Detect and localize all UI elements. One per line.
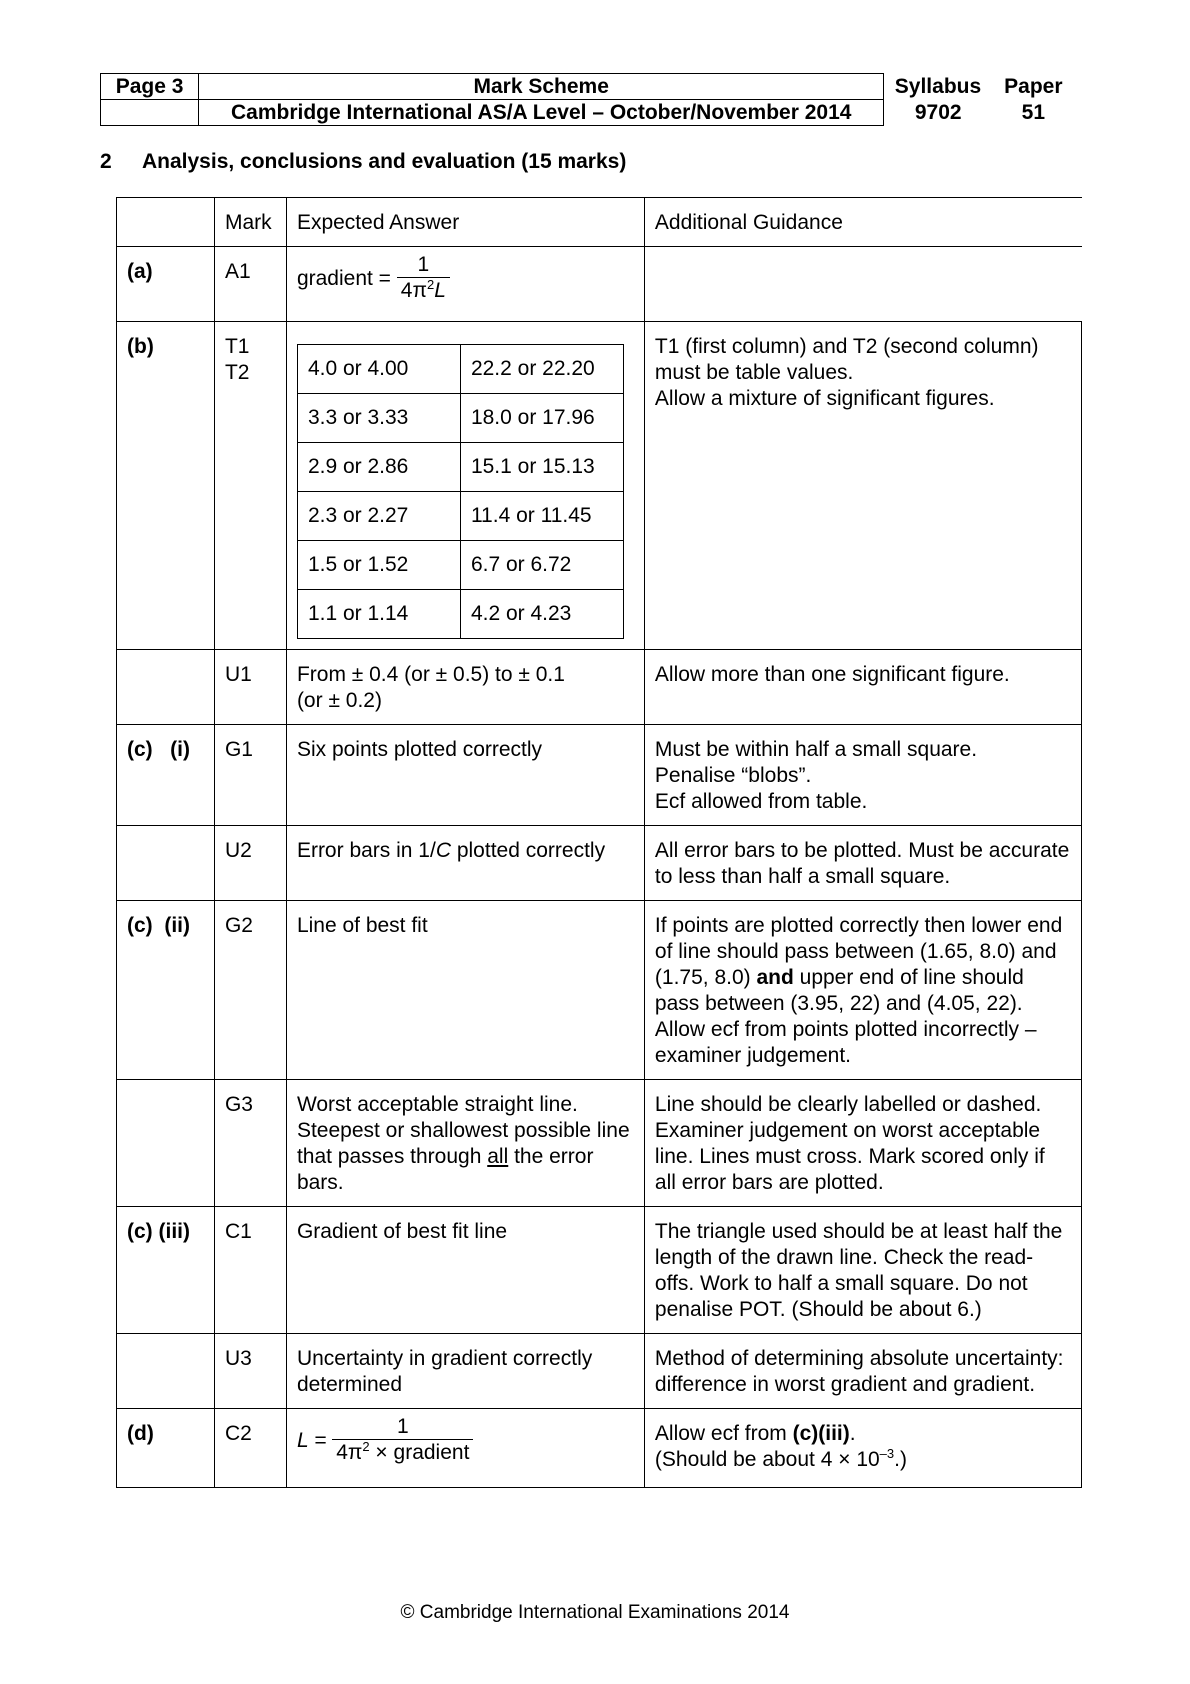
values-row (297, 345, 623, 394)
header-title: Mark Scheme (199, 74, 884, 100)
expected-answer: Six points plotted correctly (286, 725, 644, 826)
values-row (297, 541, 623, 590)
expected-answer: Line of best fit (286, 901, 644, 1080)
additional-guidance: All error bars to be plotted. Must be accurate to less than half a small square. (644, 826, 1081, 901)
table-row (117, 1207, 1082, 1334)
answer-text: the error bars. (296, 1145, 594, 1194)
page-number: Page 3 (101, 74, 199, 100)
syllabus-label: Syllabus (894, 75, 982, 98)
guidance-text: (Should be about 4 × 10 (654, 1448, 880, 1471)
t1-value: 1.5 or 1.52 (297, 541, 460, 590)
additional-guidance: Method of determining absolute uncertainty: difference in worst gradient and gradient. (644, 1334, 1081, 1409)
denominator-exponent: 2 (362, 1439, 370, 1454)
question-label: (b) (117, 322, 215, 650)
mark-code: T1 T2 (214, 322, 286, 650)
guidance-exponent: –3 (879, 1446, 895, 1461)
additional-guidance (644, 901, 1081, 1080)
mark-code: C2 (214, 1409, 286, 1488)
question-label (117, 1334, 215, 1409)
header-question-cell (117, 198, 215, 247)
gradient-label: gradient = (296, 266, 391, 290)
table-row (117, 247, 1082, 322)
mark-code: A1 (214, 247, 286, 322)
question-label: (c) (i) (117, 725, 215, 826)
column-header-mark: Mark (214, 198, 286, 247)
denominator-variable: L (434, 279, 446, 302)
expected-answer (286, 247, 644, 322)
expected-answer: From ± 0.4 (or ± 0.5) to ± 0.1 (or ± 0.2) (286, 650, 644, 725)
values-row (297, 394, 623, 443)
paper-value: 51 (1021, 101, 1046, 124)
additional-guidance: Line should be clearly labelled or dashed. Examiner judgement on worst acceptable line. Lines must cross. Mark scored only if all error bars are plotted. (644, 1080, 1081, 1207)
guidance-emphasis: (c)(iii) (792, 1422, 850, 1445)
table-row (117, 901, 1082, 1080)
length-fraction (332, 1415, 473, 1466)
guidance-emphasis: and (756, 966, 794, 989)
expected-answer (286, 1409, 644, 1488)
question-label: (d) (117, 1409, 215, 1488)
denominator-part: 4π (400, 279, 427, 302)
mark-scheme-table (116, 197, 1082, 1488)
t2-value: 15.1 or 15.13 (460, 443, 623, 492)
t2-value: 11.4 or 11.45 (460, 492, 623, 541)
values-row (297, 443, 623, 492)
question-label: (a) (117, 247, 215, 322)
answer-underlined: all (487, 1145, 509, 1168)
t2-value: 18.0 or 17.96 (460, 394, 623, 443)
section-number: 2 (100, 150, 112, 173)
table-row (117, 1080, 1082, 1207)
values-row (297, 492, 623, 541)
additional-guidance: Must be within half a small square. Penalise “blobs”. Ecf allowed from table. (644, 725, 1081, 826)
guidance-text: . (849, 1422, 856, 1445)
table-row (117, 1409, 1082, 1488)
denominator-part: 4π (336, 1441, 363, 1464)
section-title: Analysis, conclusions and evaluation (15 marks) (142, 150, 627, 173)
syllabus-value: 9702 (914, 101, 962, 124)
expected-answer (286, 826, 644, 901)
expected-answer (286, 322, 644, 650)
mark-code: G3 (214, 1080, 286, 1207)
header-table (100, 73, 1075, 126)
expected-answer (286, 1080, 644, 1207)
header-subtitle: Cambridge International AS/A Level – October/November 2014 (199, 100, 884, 126)
t1-value: 1.1 or 1.14 (297, 590, 460, 639)
answer-text: Error bars in 1/ (296, 839, 436, 862)
t1-value: 4.0 or 4.00 (297, 345, 460, 394)
answer-text: Worst acceptable straight line. Steepest or shallowest possible line that passes through (296, 1093, 630, 1168)
mark-code: G1 (214, 725, 286, 826)
values-row (297, 590, 623, 639)
expected-answer: Gradient of best fit line (286, 1207, 644, 1334)
guidance-text: If points are plotted correctly then lower end of line should pass between (1.65, 8.0) and (1.75, 8.0) (654, 914, 1063, 989)
mark-code: G2 (214, 901, 286, 1080)
fraction-numerator: 1 (397, 253, 450, 278)
additional-guidance: Allow more than one significant figure. (644, 650, 1081, 725)
table-row (117, 826, 1082, 901)
fraction-numerator: 1 (332, 1415, 473, 1440)
denominator-part: × gradient (369, 1441, 470, 1464)
question-label: (c) (iii) (117, 1207, 215, 1334)
t2-value: 22.2 or 22.20 (460, 345, 623, 394)
t1-value: 2.9 or 2.86 (297, 443, 460, 492)
t1-value: 3.3 or 3.33 (297, 394, 460, 443)
mark-code: U1 (214, 650, 286, 725)
denominator-exponent: 2 (426, 277, 435, 292)
gradient-fraction (397, 253, 450, 304)
mark-code: U2 (214, 826, 286, 901)
additional-guidance: The triangle used should be at least half the length of the drawn line. Check the read-offs. Work to half a small square. Do not penalise POT. (Should be about 6.) (644, 1207, 1081, 1334)
paper-label: Paper (1004, 75, 1063, 98)
section-heading (100, 150, 626, 174)
header-blank-cell (101, 100, 199, 126)
expected-answer: Uncertainty in gradient correctly determined (286, 1334, 644, 1409)
answer-text: plotted correctly (451, 839, 606, 862)
mark-code: U3 (214, 1334, 286, 1409)
table-row (117, 1334, 1082, 1409)
column-header-additional-guidance: Additional Guidance (644, 198, 1081, 247)
additional-guidance: T1 (first column) and T2 (second column) must be table values. Allow a mixture of significant figures. (644, 322, 1081, 650)
column-header-expected-answer: Expected Answer (286, 198, 644, 247)
additional-guidance (644, 247, 1081, 322)
fraction-denominator (332, 1440, 473, 1466)
question-label: (c) (ii) (117, 901, 215, 1080)
answer-variable: C (435, 839, 451, 862)
mark-code: C1 (214, 1207, 286, 1334)
question-label (117, 1080, 215, 1207)
table-row (117, 725, 1082, 826)
table-header-row (117, 198, 1082, 247)
length-formula-lhs: L = (296, 1428, 327, 1452)
t1-value: 2.3 or 2.27 (297, 492, 460, 541)
t2-value: 6.7 or 6.72 (460, 541, 623, 590)
table-row (117, 322, 1082, 650)
table-row (117, 650, 1082, 725)
question-label (117, 650, 215, 725)
question-label (117, 826, 215, 901)
values-table (297, 344, 624, 639)
guidance-text: Allow ecf from (654, 1422, 793, 1445)
additional-guidance (644, 1409, 1081, 1488)
copyright-footer: © Cambridge International Examinations 2014 (400, 1602, 790, 1623)
fraction-denominator (397, 278, 450, 304)
guidance-text: .) (894, 1448, 907, 1471)
t2-value: 4.2 or 4.23 (460, 590, 623, 639)
guidance-text: upper end of line should pass between (3.95, 22) and (4.05, 22). Allow ecf from points plotted incorrectly – examiner judgement. (654, 966, 1037, 1067)
